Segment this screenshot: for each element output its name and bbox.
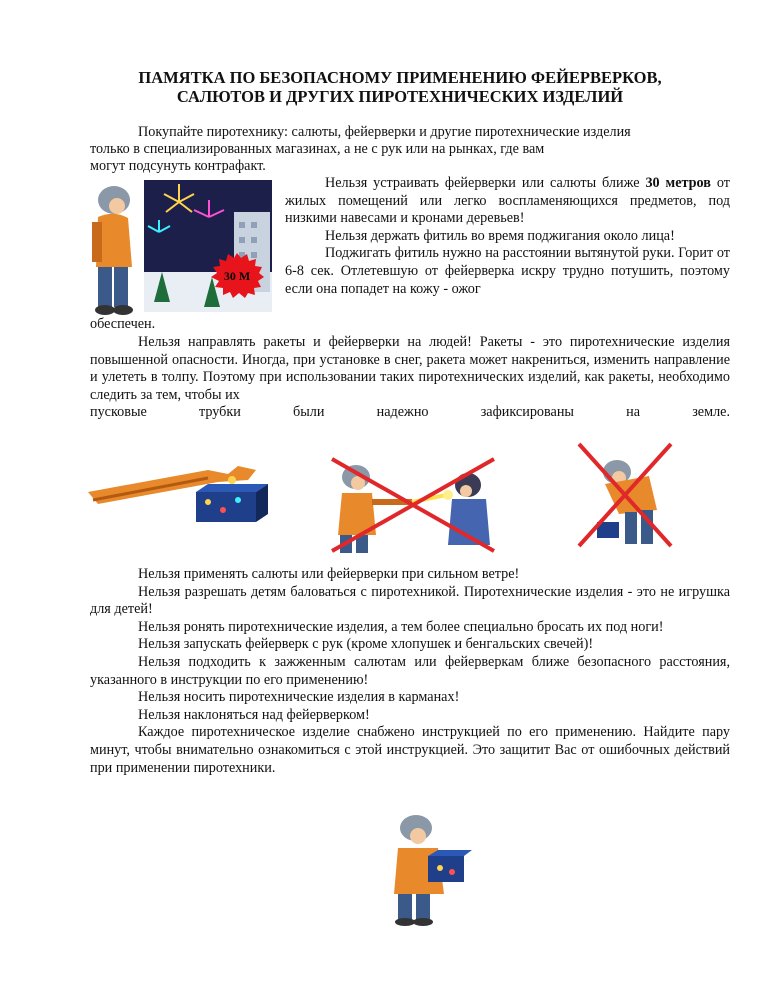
person-with-firework-box-illustration xyxy=(384,812,474,927)
lighting-fuse-illustration xyxy=(88,440,278,530)
badge-label: 30 М xyxy=(223,269,251,283)
aiming-at-people-illustration xyxy=(328,455,498,555)
rules-list xyxy=(90,566,730,777)
rule-item: Нельзя применять салюты или фейерверки при сильном ветре! xyxy=(138,566,520,582)
intro-line2: только в специализированных магазинах, а не с рук или на рынках, где вам xyxy=(90,141,545,157)
side-text xyxy=(285,175,730,298)
intro-line1: Покупайте пиротехнику: салюты, фейерверки и другие пиротехнические изделия xyxy=(138,124,631,140)
rule-item: Нельзя разрешать детям баловаться с пиротехникой. Пиротехнические изделия - это не игрушка для детей! xyxy=(90,583,730,618)
rule-item: Нельзя носить пиротехнические изделия в карманах! xyxy=(138,689,460,706)
rule-item: Нельзя ронять пиротехнические изделия, а тем более специально бросать их под ноги! xyxy=(138,618,664,635)
leaning-over-firework-illustration xyxy=(575,440,675,550)
intro-line3: могут подсунуть контрафакт. xyxy=(90,158,266,174)
page-title-line2: САЛЮТОВ И ДРУГИХ ПИРОТЕХНИЧЕСКИХ ИЗДЕЛИЙ xyxy=(176,87,624,106)
rule-item: Нельзя запускать фейерверк с рук (кроме хлопушек и бенгальских свечей)! xyxy=(138,636,594,653)
rockets-paragraph: Нельзя направлять ракеты и фейерверки на людей! Ракеты - это пиротехнические изделия повышенной опасности. Иногда, при установке в снег, ракета может накрениться, изменить направление и улететь в толпу. Поэтому при использовании таких пиротехнических изделий, как ракеты, необходимо следить за тем, чтобы их xyxy=(90,334,730,403)
side-paragraph-3: Поджигать фитиль нужно на расстоянии вытянутой руки. Горит от 6-8 сек. Отлетевшую от фейерверка искру трудно потушить, поэтому если она попадет на кожу - ожог xyxy=(285,245,730,297)
page-title-line1: ПАМЯТКА ПО БЕЗОПАСНОМУ ПРИМЕНЕНИЮ ФЕЙЕРВЕРКОВ, xyxy=(138,68,662,87)
rule-item: Каждое пиротехническое изделие снабжено инструкцией по его применению. Найдите пару минут, чтобы внимательно ознакомиться с этой инструкцией. Это защитит Вас от ошибочных действий при применении пиротехники. xyxy=(90,724,730,776)
rockets-last-line: пусковые трубки были надежно зафиксированы на земле. xyxy=(90,404,730,420)
rule-item: Нельзя наклоняться над фейерверком! xyxy=(138,706,370,723)
side-paragraph-2: Нельзя держать фитиль во время поджигания около лица! xyxy=(325,227,675,244)
side-paragraph-3-end: обеспечен. xyxy=(90,316,156,332)
fireworks-illustration xyxy=(84,172,284,322)
rule-item: Нельзя подходить к зажженным салютам или фейерверкам ближе безопасного расстояния, указанного в инструкции по его применению! xyxy=(90,653,730,688)
distance-badge-icon xyxy=(209,252,265,298)
side-paragraph-1: Нельзя устраивать фейерверки или салюты ближе 30 метров от жилых помещений или легко воспламеняющихся предметов, под низкими навесами и кронами деревьев! xyxy=(285,175,730,227)
